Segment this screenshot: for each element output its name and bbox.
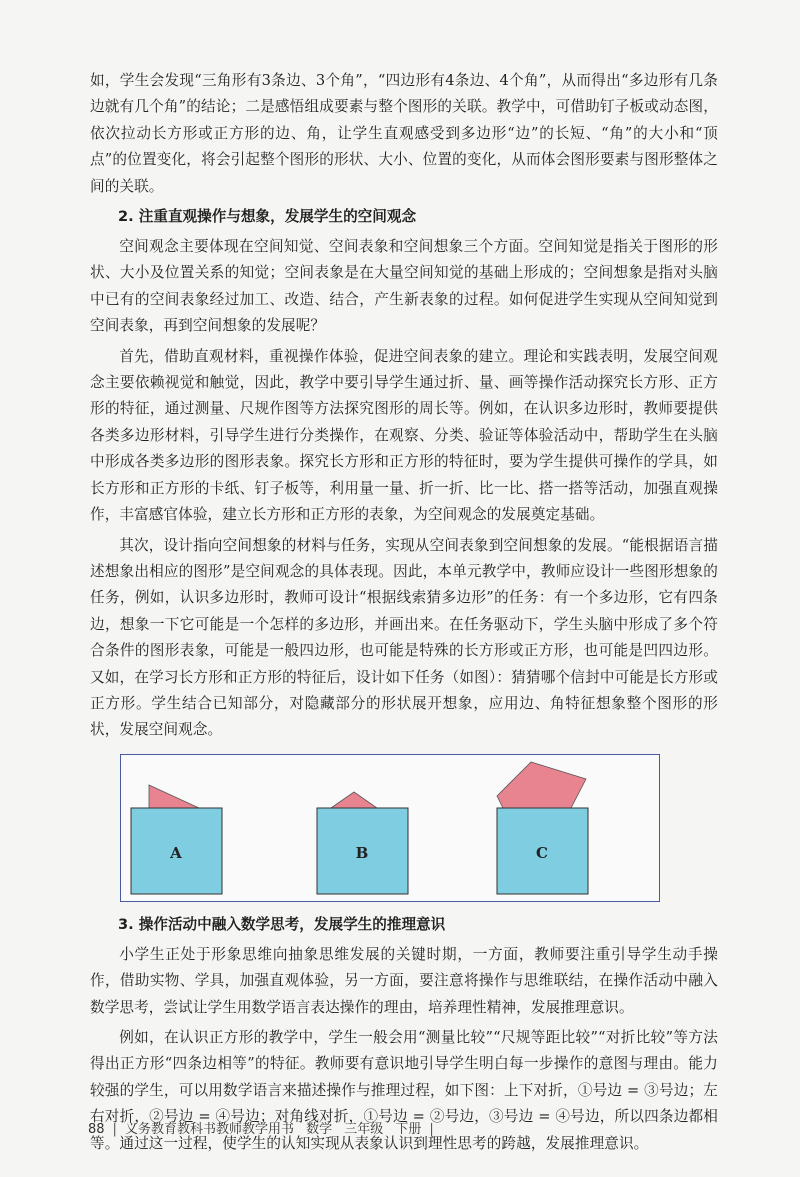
envelope-label-a: A: [170, 843, 182, 862]
page-footer: [88, 1118, 442, 1137]
paragraph: 空间观念主要体现在空间知觉、空间表象和空间想象三个方面。空间知觉是指关于图形的形状、大小及位置关系的知觉；空间表象是在大量空间知觉的基础上形成的；空间想象是指对头脑中已有的空间表象经过加工、改造、结合，产生新表象的过程。如何促进学生实现从空间知觉到空间表象，再到空间想象的发展呢？: [90, 238, 718, 335]
paragraph: 其次，设计指向空间想象的材料与任务，实现从空间表象到空间想象的发展。“能根据语言描述想象出相应的图形”是空间观念的具体表现。因此，本单元教学中，教师应设计一些图形想象的任务，例如，认识多边形时，教师可设计“根据线索猜多边形”的任务：有一个多边形，它有四条边，想象一下它可能是一个怎样的多边形，并画出来。在任务驱动下，学生头脑中形成了多个符合条件的图形表象，可能是一般四边形，也可能是特殊的长方形或正方形，也可能是凹四边形。又如，在学习长方形和正方形的特征后，设计如下任务（如图）：猜猜哪个信封中可能是长方形或正方形。学生结合已知部分，对隐藏部分的形状展开想象，应用边、角特征想象整个图形的形状，发展空间观念。: [90, 536, 718, 739]
paragraph: 首先，借助直观材料，重视操作体验，促进空间表象的建立。理论和实践表明，发展空间观念主要依赖视觉和触觉，因此，教学中要引导学生通过折、量、画等操作活动探究长方形、正方形的特征，通过测量、尺规作图等方法探究图形的周长等。例如，在认识多边形时，教师要提供各类多边形材料，引导学生进行分类操作，在观察、分类、验证等体验活动中，帮助学生在头脑中形成各类多边形的图形表象。探究长方形和正方形的特征时，要为学生提供可操作的学具，如长方形和正方形的卡纸、钉子板等，利用量一量、折一折、比一比、搭一搭等活动，加强直观操作，丰富感官体验，建立长方形和正方形的表象，为空间观念的发展奠定基础。: [90, 347, 718, 524]
hidden-shape-c: [497, 762, 586, 808]
envelope-label-b: B: [355, 843, 369, 862]
grade: 三年级: [344, 1122, 384, 1137]
envelope-a: [131, 785, 222, 894]
section-heading-3: 3. 操作活动中融入数学思考，发展学生的推理意识: [118, 915, 446, 933]
envelope-c: [497, 762, 588, 894]
envelope-figure: [120, 754, 660, 902]
page-number: 88: [88, 1122, 105, 1137]
footer-divider: |: [429, 1122, 434, 1137]
book-title: 义务教育教科书教师教学用书: [124, 1122, 294, 1137]
footer-divider: |: [112, 1122, 117, 1137]
paragraph: 小学生正处于形象思维向抽象思维发展的关键时期，一方面，教师要注重引导学生动手操作，借助实物、学具，加强直观体验，另一方面，要注意将操作与思维联结，在操作活动中融入数学思考，尝试让学生用数学语言表达操作的理由，培养理性精神，发展推理意识。: [90, 945, 718, 1016]
envelope-illustration: [121, 755, 659, 901]
hidden-shape-a: [149, 785, 199, 808]
section-heading-2: 2. 注重直观操作与想象，发展学生的空间观念: [118, 208, 417, 226]
paragraph: 例如，在认识正方形的教学中，学生一般会用“测量比较”“尺规等距比较”“对折比较”等方法得出正方形“四条边相等”的特征。教师要有意识地引导学生明白每一步操作的意图与理由。能力较强的学生，可以用数学语言来描述操作与推理过程，如下图：上下对折，①号边 = ③号边；左右对折，②号边 = ④号边；对角线对折，①号边 = ②号边，③号边 = ④号边，所以四条边都相等。通过这一过程，使学生的认知实现从表象认识到理性思考的跨越，发展推理意识。: [90, 1028, 718, 1152]
hidden-shape-b: [331, 792, 377, 808]
volume: 下册: [395, 1122, 422, 1137]
page-content: [90, 68, 718, 1161]
envelope-b: [317, 792, 408, 894]
envelope-label-c: C: [536, 843, 548, 862]
paragraph: 如，学生会发现“三角形有3条边、3个角”，“四边形有4条边、4个角”，从而得出“多边形有几条边就有几个角”的结论；二是感悟组成要素与整个图形的关联。教学中，可借助钉子板或动态图，依次拉动长方形或正方形的边、角，让学生直观感受到多边形“边”的长短、“角”的大小和“顶点”的位置变化，将会引起整个图形的形状、大小、位置的变化，从而体会图形要素与图形整体之间的关联。: [90, 72, 718, 195]
subject: 数学: [306, 1122, 333, 1137]
